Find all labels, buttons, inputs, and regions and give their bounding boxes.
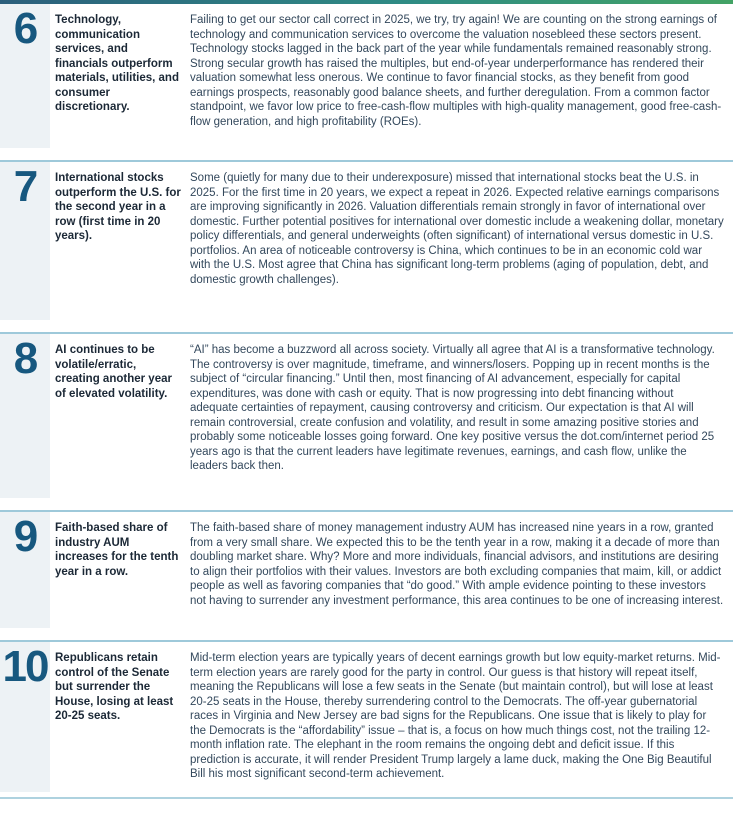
prediction-title: International stocks outperform the U.S. for the second year in a row (first time in 20 years).	[55, 172, 181, 242]
prediction-number-column	[0, 512, 50, 628]
prediction-number-column	[0, 642, 50, 792]
prediction-row-7	[0, 160, 733, 332]
prediction-body: The faith-based share of money management industry AUM has increased nine years in a row, granted from a very small share. We expected this to be the tenth year in a row, making it a decade of more than doubling market share. Why? More and more individuals, financial advisors, and institutions are desiring to align their portfolios with their values. Investors are both excluding companies that maim, kill, or addict people as well as favoring companies that “do good.” With ample evidence pointing to these investors not having to surrender any investment performance, this area continues to be one of increasing interest.	[190, 522, 724, 607]
prediction-body: “AI” has become a buzzword all across society. Virtually all agree that AI is a transformative technology. The controversy is over magnitude, timeframe, and winners/losers. Popping up in recent months is the subject of “circular financing.” Until then, most financing of AI advancement, especially for capital expenditures, was done with cash or equity. That is now progressing into debt financing without adequate certainties of repayment, causing controversy and criticism. Our expectation is that AI will remain controversial, create confusion and volatility, and result in some amazing positive stories and probably some noticeable losses going forward. One key positive versus the dot.com/internet period 25 years ago is that the current leaders have legitimate revenues, earnings, and cash flow, unlike the leaders back then.	[190, 344, 715, 472]
prediction-title: AI continues to be volatile/erratic, creating another year of elevated volatility.	[55, 344, 172, 400]
prediction-body: Failing to get our sector call correct in 2025, we try, try again! We are counting on the strong earnings of technology and communication services to overcome the valuation nosebleed these sectors present. Technology stocks lagged in the back part of the year while fundamentals remained reasonably strong. Strong secular growth has raised the multiples, but end-of-year underperformance has rendered their valuation somewhat less onerous. We continue to favor financial stocks, as they benefit from good earnings prospects, reasonably good balance sheets, and further deregulation. From a common factor standpoint, we favor low price to free-cash-flow multiples with high-quality management, good free-cash-flow generation, and high profitability (ROEs).	[190, 14, 722, 128]
prediction-title: Republicans retain control of the Senate but surrender the House, losing at least 20-25 seats.	[55, 652, 174, 722]
prediction-body-column	[188, 334, 733, 498]
prediction-number: 6	[13, 4, 37, 53]
prediction-row-9	[0, 510, 733, 640]
prediction-body: Mid-term election years are typically years of decent earnings growth but low equity-market returns. Mid-term election years are rarely good for the party in control. Our guess is that history will repeat itself, meaning the Republicans will lose a few seats in the Senate (but maintain control), but will lose at least 20-25 seats in the House, thereby surrendering control to the Democrats. The off-year gubernatorial races in Virginia and New Jersey are bad signs for the Republicans. One issue that is likely to play for the Democrats is the “affordability” issue – that is, a focus on how much things cost, not the trailing 12-month inflation rate. The elephant in the room remains the ongoing debt and deficit issue. If this prediction is accurate, it will render President Trump largely a lame duck, making the One Big Beautiful Bill his most significant second-term achievement.	[190, 652, 721, 780]
prediction-title: Faith-based share of industry AUM increases for the tenth year in a row.	[55, 522, 179, 578]
prediction-title-column	[50, 642, 188, 792]
prediction-body-column	[188, 642, 733, 792]
prediction-title-column	[50, 334, 188, 498]
bottom-separator	[0, 797, 733, 799]
prediction-title-column	[50, 4, 188, 148]
prediction-number-column	[0, 334, 50, 498]
prediction-title-column	[50, 512, 188, 628]
prediction-title-column	[50, 162, 188, 320]
prediction-number-column	[0, 4, 50, 148]
prediction-number: 10	[2, 642, 48, 691]
prediction-number: 9	[13, 512, 37, 561]
prediction-row-8	[0, 332, 733, 510]
prediction-number: 8	[13, 334, 37, 383]
prediction-body-column	[188, 162, 733, 320]
prediction-body: Some (quietly for many due to their underexposure) missed that international stocks beat the U.S. in 2025. For the first time in 20 years, we expect a repeat in 2026. Expected relative earnings comparisons are improving significantly in 2026. Valuation differentials remain strongly in favor of international over domestic. Further potential positives for international over domestic include a weakening dollar, monetary policy differentials, and general underweights (often significant) of international versus domestic in U.S. portfolios. An area of noticeable controversy is China, which continues to be in an economic cold war with the U.S. Most agree that China has significant long-term problems (aging of population, debt, and domestic growth challenges).	[190, 172, 724, 286]
prediction-title: Technology, communication services, and financials outperform materials, utilities, and consumer discretionary.	[55, 14, 179, 113]
prediction-body-column	[188, 512, 733, 628]
prediction-number: 7	[13, 162, 37, 211]
prediction-number-column	[0, 162, 50, 320]
prediction-row-10	[0, 640, 733, 797]
prediction-row-6	[0, 4, 733, 160]
prediction-body-column	[188, 4, 733, 148]
